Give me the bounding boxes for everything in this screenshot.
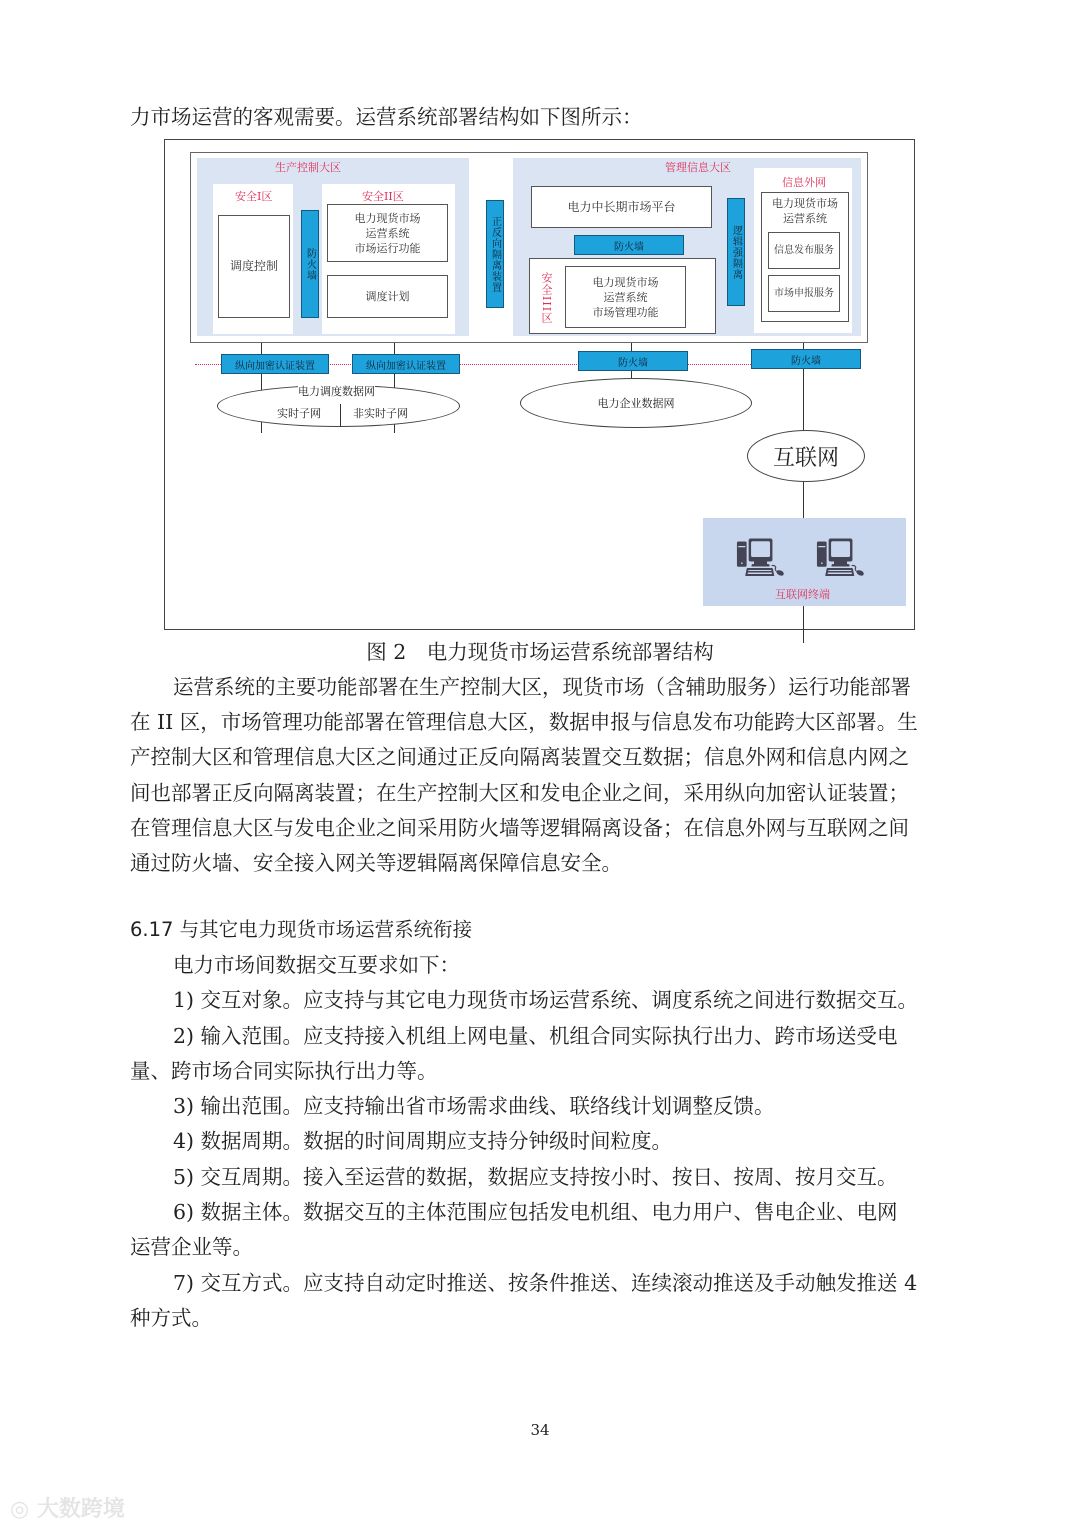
firewall-device: 防火墙 — [751, 349, 861, 369]
para-line: 在管理信息大区与发电企业之间采用防火墙等逻辑隔离设备；在信息外网与互联网之间 — [130, 816, 909, 840]
encryption-device: 纵向加密认证装置 — [352, 354, 460, 374]
spot-mgmt-box: 电力现货市场 运营系统 市场管理功能 — [565, 266, 686, 328]
isolation-device: 正反向隔离装置 — [486, 200, 504, 308]
mid-long-platform-box: 电力中长期市场平台 — [531, 186, 712, 228]
ext-net-label: 信息外网 — [782, 176, 826, 189]
firewall-device: 防火墙 — [578, 351, 688, 371]
market-declare-box: 市场申报服务 — [768, 275, 840, 312]
zone3-label: 安全III区 — [540, 272, 553, 325]
body-line: 3) 输出范围。应支持输出省市场需求曲线、联络线计划调整反馈。 — [173, 1094, 775, 1118]
para-line: 产控制大区和管理信息大区之间通过正反向隔离装置交互数据；信息外网和信息内网之 — [130, 745, 909, 769]
body-line: 6) 数据主体。数据交互的主体范围应包括发电机组、电力用户、售电企业、电网 — [173, 1200, 898, 1224]
body-line: 量、跨市场合同实际执行出力等。 — [130, 1059, 438, 1083]
dispatch-control-box: 调度控制 — [218, 215, 290, 318]
prod-zone-label: 生产控制大区 — [275, 161, 341, 174]
body-line: 电力市场间数据交互要求如下： — [173, 953, 460, 977]
page-number: 34 — [530, 1421, 550, 1439]
para-line: 在 II 区，市场管理功能部署在管理信息大区，数据申报与信息发布功能跨大区部署。生 — [130, 710, 918, 734]
dispatch-plan-box: 调度计划 — [327, 275, 448, 318]
deployment-diagram — [164, 139, 915, 630]
rt-subnet-label: 实时子网 — [277, 407, 321, 420]
firewall-device: 防火墙 — [574, 235, 684, 255]
para-line: 通过防火墙、安全接入网关等逻辑隔离保障信息安全。 — [130, 851, 622, 875]
zone1-label: 安全I区 — [235, 190, 273, 203]
para-line: 间也部署正反向隔离装置；在生产控制大区和发电企业之间，采用纵向加密认证装置； — [130, 781, 909, 805]
info-publish-box: 信息发布服务 — [768, 232, 840, 269]
para-line: 运营系统的主要功能部署在生产控制大区，现货市场（含辅助服务）运行功能部署 — [173, 675, 911, 699]
internet-cloud: 互联网 — [747, 430, 865, 482]
terminals-label: 互联网终端 — [775, 588, 830, 601]
body-line: 7) 交互方式。应支持自动定时推送、按条件推送、连续滚动推送及手动触发推送 4 — [173, 1271, 918, 1295]
spot-run-box: 电力现货市场 运营系统 市场运行功能 — [327, 204, 448, 262]
intro-line: 力市场运营的客观需要。运营系统部署结构如下图所示： — [130, 105, 643, 129]
computer-key-icon: 🖳 — [735, 536, 786, 580]
body-line: 1) 交互对象。应支持与其它电力现货市场运营系统、调度系统之间进行数据交互。 — [173, 988, 919, 1012]
body-line: 运营企业等。 — [130, 1235, 253, 1259]
figure-caption: 图 2 电力现货市场运营系统部署结构 — [366, 640, 714, 664]
watermark: ◎ 大数跨境 — [10, 1497, 125, 1522]
computer-key-icon: 🖳 — [815, 536, 866, 580]
body-line: 5) 交互周期。接入至运营的数据，数据应支持按小时、按日、按周、按月交互。 — [173, 1165, 898, 1189]
body-line: 4) 数据周期。数据的时间周期应支持分钟级时间粒度。 — [173, 1129, 673, 1153]
spot-system-box: 电力现货市场 运营系统 — [761, 192, 849, 322]
firewall-device: 防火墙 — [301, 210, 319, 318]
section-heading: 6.17 与其它电力现货市场运营系统衔接 — [130, 918, 473, 941]
logic-isolation-device: 逻辑强隔离 — [727, 198, 745, 306]
body-line: 2) 输入范围。应支持接入机组上网电量、机组合同实际执行出力、跨市场送受电 — [173, 1024, 898, 1048]
encryption-device: 纵向加密认证装置 — [221, 354, 329, 374]
nrt-subnet-label: 非实时子网 — [353, 407, 408, 420]
mgmt-zone-label: 管理信息大区 — [665, 161, 731, 174]
dispatch-net-label: 电力调度数据网 — [298, 385, 375, 398]
enterprise-net-oval: 电力企业数据网 — [520, 378, 752, 428]
zone2-label: 安全II区 — [362, 190, 404, 203]
body-line: 种方式。 — [130, 1306, 212, 1330]
